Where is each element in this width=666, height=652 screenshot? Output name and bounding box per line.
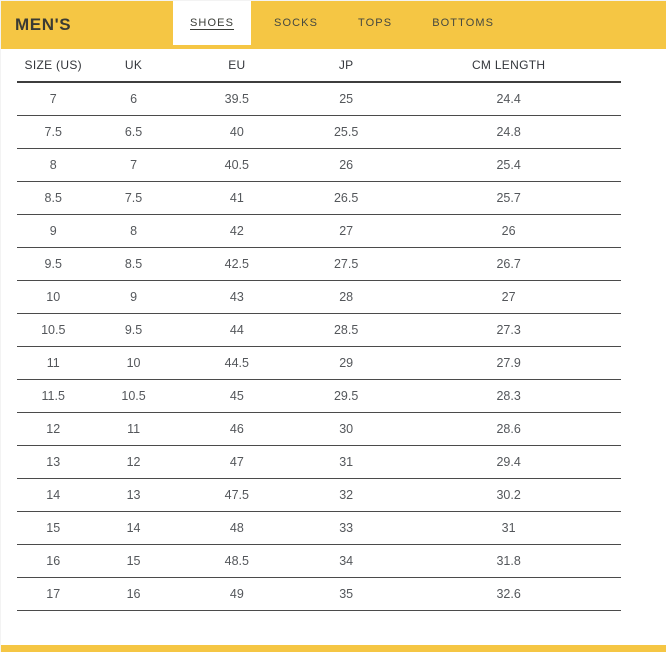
size-cell: 26.7 [396, 247, 621, 280]
size-cell: 7 [17, 82, 89, 115]
table-row [17, 577, 621, 610]
size-cell: 15 [17, 511, 89, 544]
table-row [17, 214, 621, 247]
size-cell: 47.5 [178, 478, 296, 511]
table-row [17, 544, 621, 577]
size-cell: 29.5 [296, 379, 396, 412]
tab-label: SHOES [190, 17, 235, 29]
table-row [17, 313, 621, 346]
tab-label: BOTTOMS [432, 17, 495, 29]
size-cell: 6 [89, 82, 177, 115]
column-header: UK [89, 49, 177, 82]
table-row [17, 181, 621, 214]
size-cell: 17 [17, 577, 89, 610]
tab-label: SOCKS [274, 17, 319, 29]
column-header: JP [296, 49, 396, 82]
tab-socks[interactable] [257, 1, 335, 45]
table-row [17, 148, 621, 181]
size-cell: 28.3 [396, 379, 621, 412]
size-cell: 14 [17, 478, 89, 511]
size-cell: 27 [396, 280, 621, 313]
size-cell: 44.5 [178, 346, 296, 379]
size-cell: 48.5 [178, 544, 296, 577]
size-cell: 25 [296, 82, 396, 115]
size-cell: 42 [178, 214, 296, 247]
size-cell: 27.3 [396, 313, 621, 346]
size-cell: 49 [178, 577, 296, 610]
size-cell: 44 [178, 313, 296, 346]
size-cell: 27.9 [396, 346, 621, 379]
size-cell: 16 [17, 544, 89, 577]
size-cell: 31 [396, 511, 621, 544]
size-cell: 30.2 [396, 478, 621, 511]
size-cell: 6.5 [89, 115, 177, 148]
size-cell: 11.5 [17, 379, 89, 412]
size-cell: 12 [17, 412, 89, 445]
size-cell: 28.6 [396, 412, 621, 445]
size-cell: 7.5 [89, 181, 177, 214]
size-cell: 27 [296, 214, 396, 247]
size-cell: 8.5 [89, 247, 177, 280]
column-header: CM LENGTH [396, 49, 621, 82]
size-cell: 29.4 [396, 445, 621, 478]
table-row [17, 247, 621, 280]
table-row [17, 280, 621, 313]
table-row [17, 445, 621, 478]
size-cell: 25.5 [296, 115, 396, 148]
size-cell: 29 [296, 346, 396, 379]
size-cell: 28.5 [296, 313, 396, 346]
size-cell: 24.8 [396, 115, 621, 148]
table-row [17, 346, 621, 379]
tab-bottoms[interactable] [415, 1, 511, 45]
size-cell: 14 [89, 511, 177, 544]
table-row [17, 379, 621, 412]
size-cell: 26 [296, 148, 396, 181]
size-cell: 8 [17, 148, 89, 181]
size-cell: 10 [17, 280, 89, 313]
size-cell: 10.5 [89, 379, 177, 412]
table-row [17, 478, 621, 511]
size-cell: 8 [89, 214, 177, 247]
size-cell: 40 [178, 115, 296, 148]
size-cell: 7 [89, 148, 177, 181]
size-cell: 25.4 [396, 148, 621, 181]
size-cell: 48 [178, 511, 296, 544]
size-cell: 41 [178, 181, 296, 214]
size-cell: 43 [178, 280, 296, 313]
size-cell: 11 [89, 412, 177, 445]
category-tab-bar [173, 1, 511, 49]
size-cell: 33 [296, 511, 396, 544]
size-cell: 24.4 [396, 82, 621, 115]
size-cell: 31.8 [396, 544, 621, 577]
size-cell: 16 [89, 577, 177, 610]
size-cell: 8.5 [17, 181, 89, 214]
size-cell: 7.5 [17, 115, 89, 148]
size-cell: 25.7 [396, 181, 621, 214]
size-cell: 39.5 [178, 82, 296, 115]
size-cell: 9.5 [89, 313, 177, 346]
size-cell: 32 [296, 478, 396, 511]
size-cell: 10.5 [17, 313, 89, 346]
size-cell: 26 [396, 214, 621, 247]
column-header: EU [178, 49, 296, 82]
bottom-accent-bar [1, 645, 666, 652]
page-title: MEN'S [15, 15, 72, 34]
size-cell: 15 [89, 544, 177, 577]
size-cell: 35 [296, 577, 396, 610]
size-cell: 9 [89, 280, 177, 313]
size-cell: 32.6 [396, 577, 621, 610]
size-cell: 10 [89, 346, 177, 379]
size-cell: 31 [296, 445, 396, 478]
size-cell: 9 [17, 214, 89, 247]
size-cell: 34 [296, 544, 396, 577]
table-row [17, 82, 621, 115]
size-cell: 47 [178, 445, 296, 478]
column-header: SIZE (US) [17, 49, 89, 82]
tab-tops[interactable] [341, 1, 409, 45]
table-header-row [17, 49, 621, 82]
table-row [17, 511, 621, 544]
size-cell: 13 [17, 445, 89, 478]
table-row [17, 115, 621, 148]
size-cell: 27.5 [296, 247, 396, 280]
table-row [17, 412, 621, 445]
size-cell: 26.5 [296, 181, 396, 214]
size-cell: 28 [296, 280, 396, 313]
tab-shoes[interactable] [173, 1, 251, 45]
size-cell: 12 [89, 445, 177, 478]
size-cell: 9.5 [17, 247, 89, 280]
size-conversion-table [17, 49, 621, 611]
header-bar [1, 1, 666, 49]
size-cell: 30 [296, 412, 396, 445]
tab-label: TOPS [358, 17, 393, 29]
size-table-container [17, 49, 621, 611]
size-cell: 42.5 [178, 247, 296, 280]
size-cell: 11 [17, 346, 89, 379]
size-cell: 13 [89, 478, 177, 511]
size-cell: 46 [178, 412, 296, 445]
size-cell: 40.5 [178, 148, 296, 181]
size-cell: 45 [178, 379, 296, 412]
